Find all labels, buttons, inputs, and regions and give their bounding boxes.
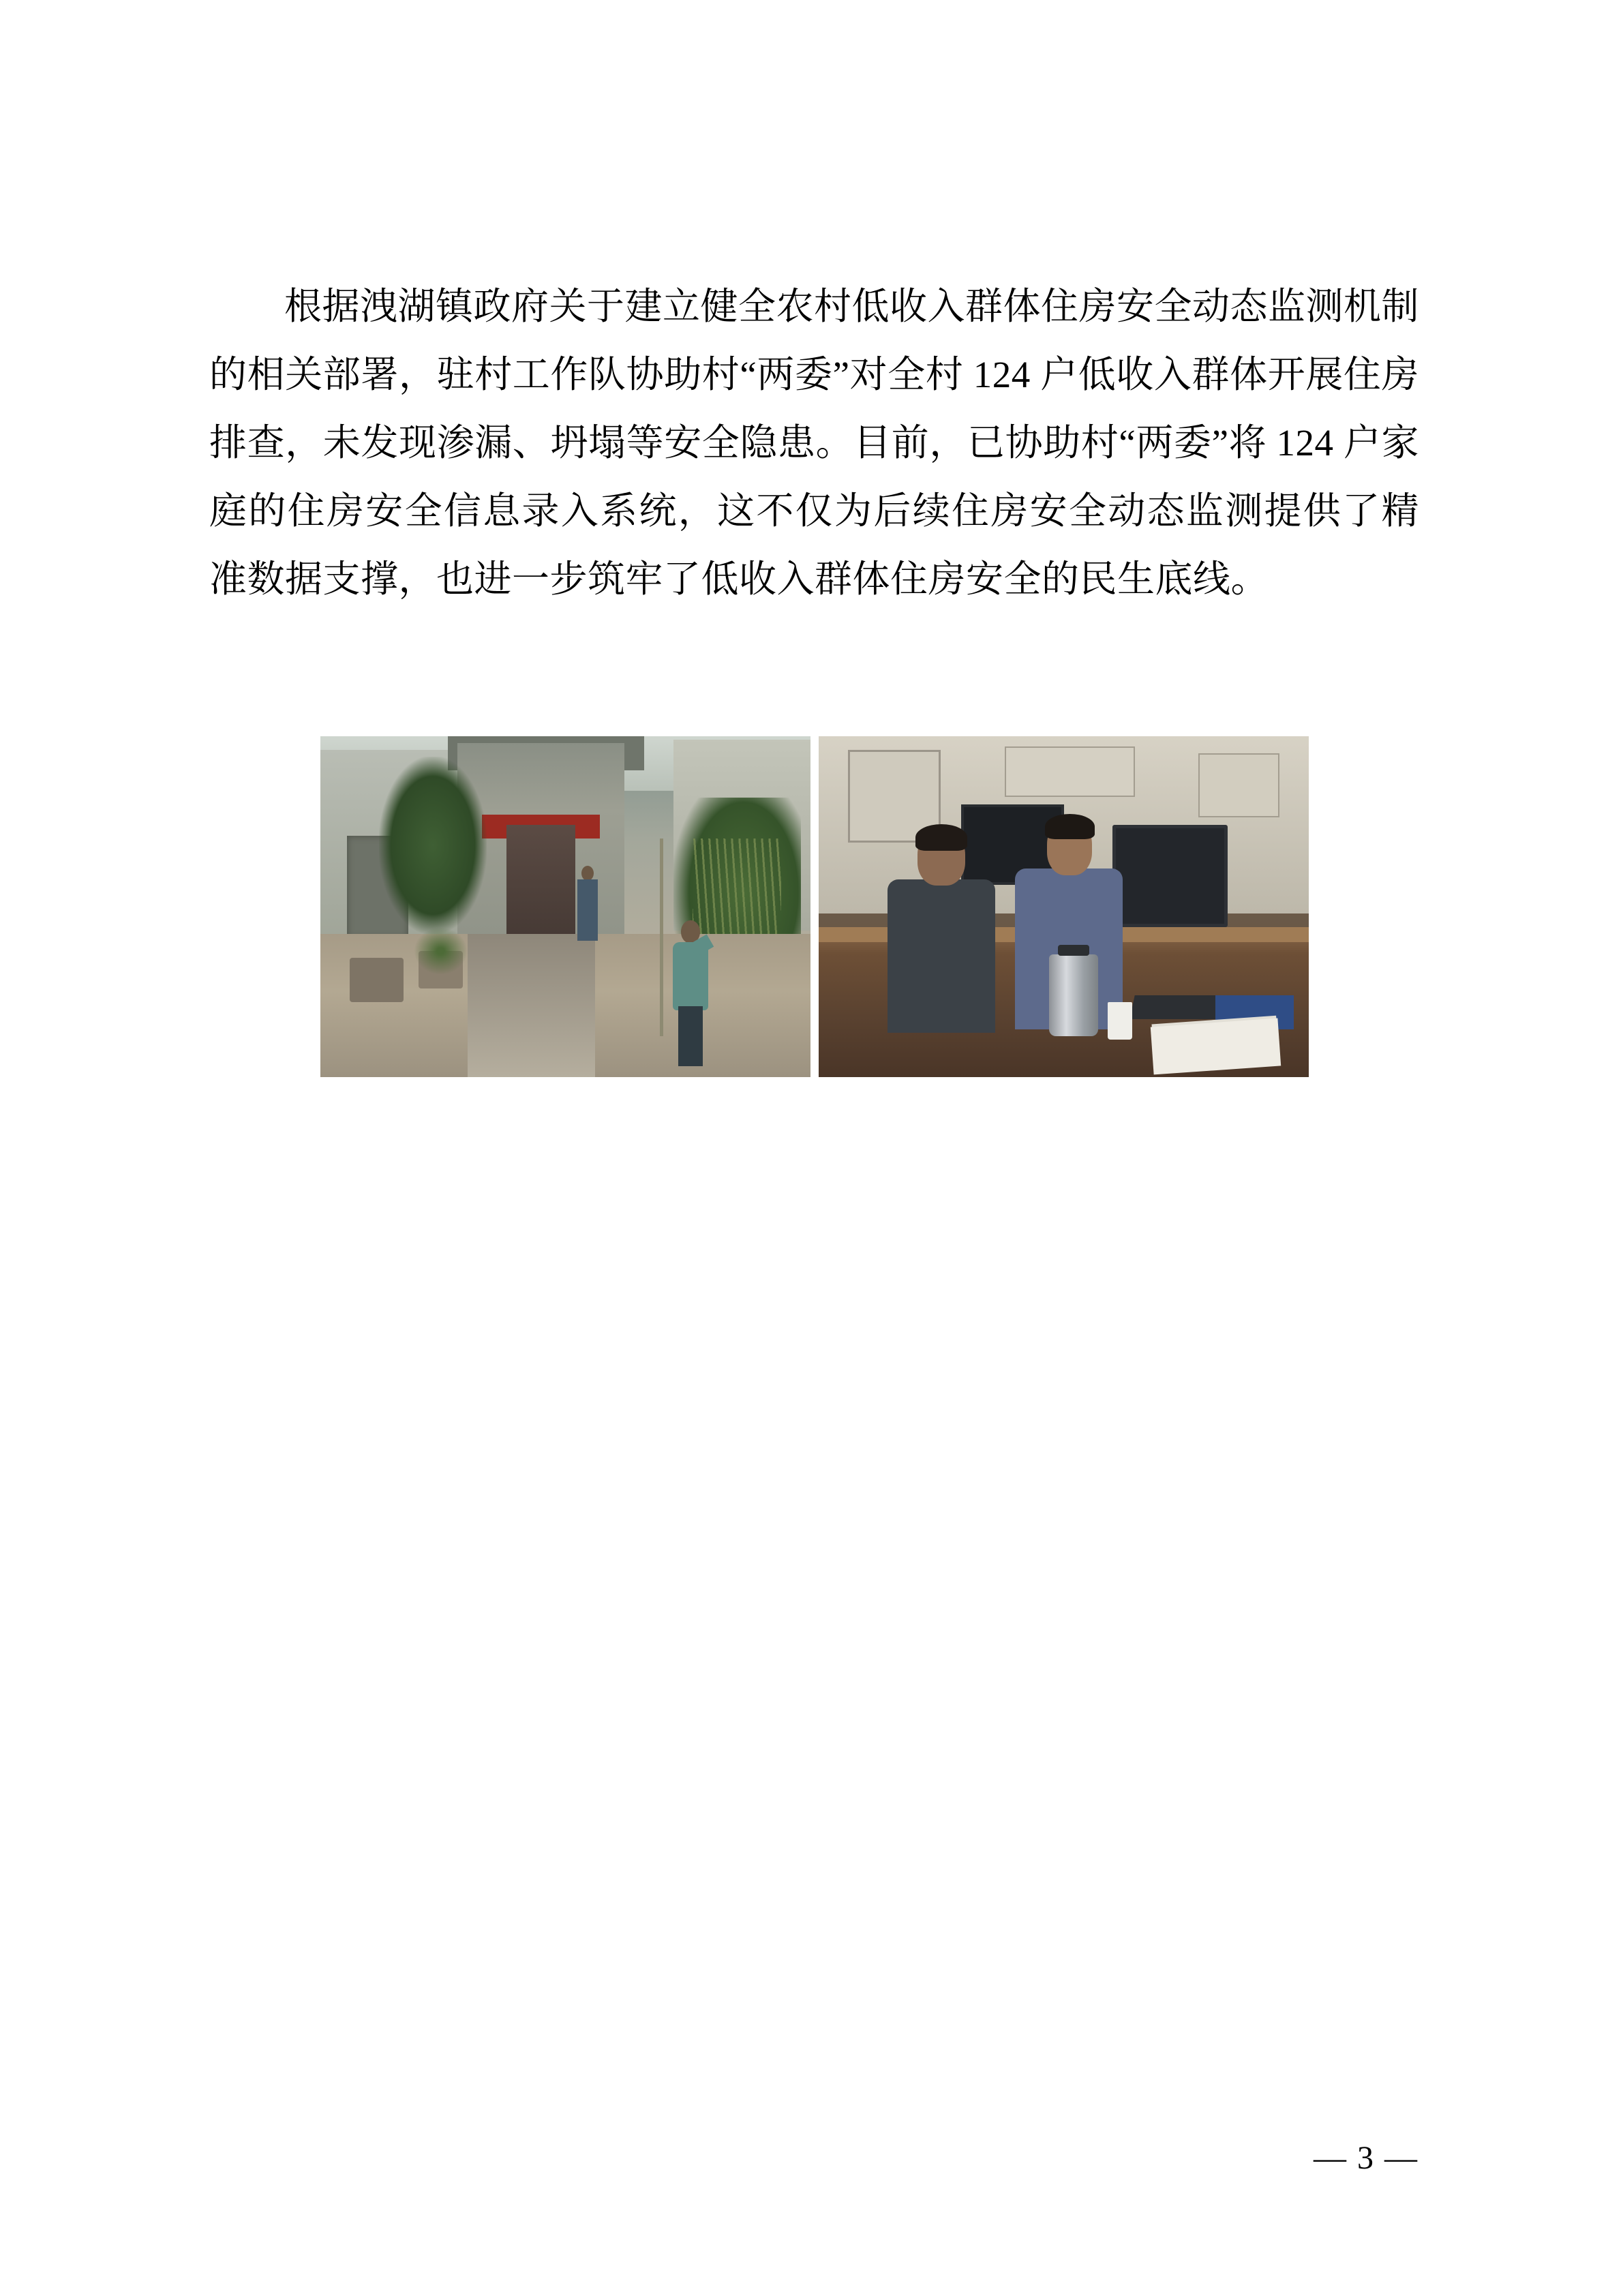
office-kettle	[1049, 954, 1098, 1036]
photo-shrub	[414, 927, 468, 975]
photo-person-legs	[678, 1006, 703, 1066]
page-number: — 3 —	[1314, 2140, 1419, 2176]
office-wall-board-center	[1005, 746, 1135, 797]
figure-row	[320, 736, 1309, 1077]
photo-tree-left	[379, 757, 487, 934]
photo-path	[468, 934, 595, 1077]
page-content	[209, 273, 1419, 614]
photo-planter-one	[350, 958, 404, 1002]
photo-person-distant-body	[577, 879, 598, 941]
office-monitor-right	[1112, 825, 1227, 927]
photo-pole	[660, 839, 664, 1036]
photo-person-distant	[575, 866, 600, 941]
office-person-left	[888, 828, 995, 1033]
courtyard-housing-survey-photo	[320, 736, 810, 1077]
body-paragraph: 根据洩湖镇政府关于建立健全农村低收入群体住房安全动态监测机制的相关部署，驻村工作队协助村“两委”对全村 124 户低收入群体开展住房排查，未发现渗漏、坍塌等安全隐患。目前，已协助村“两委”将 124 户家庭的住房安全信息录入系统，这不仅为后续住房安全动态监测提供了精准数据支撑，也进一步筑牢了低收入群体住房安全的民生底线。	[209, 286, 1420, 600]
office-cup	[1108, 1002, 1132, 1040]
office-wall-board-right	[1198, 753, 1279, 817]
office-person-right-hair	[1045, 814, 1095, 839]
photo-person-surveyor	[669, 920, 713, 1063]
office-data-entry-photo	[819, 736, 1309, 1077]
office-person-left-body	[888, 879, 995, 1033]
photo-person-distant-head	[581, 866, 594, 881]
office-person-left-hair	[915, 824, 967, 851]
office-papers	[1151, 1018, 1281, 1075]
